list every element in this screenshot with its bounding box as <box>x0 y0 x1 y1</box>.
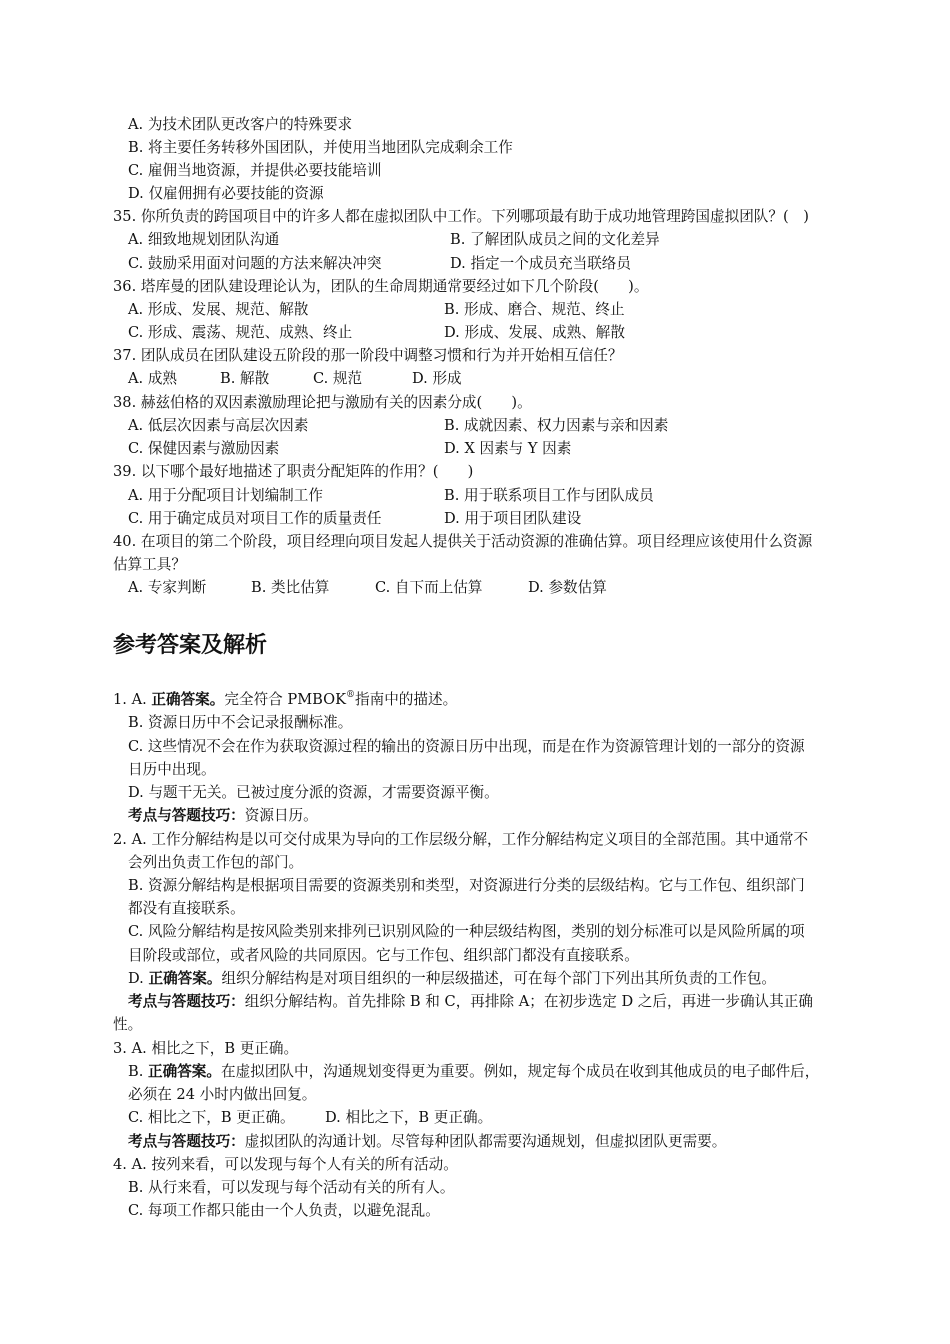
q37-option-a: A. 成熟 <box>128 370 178 387</box>
q37-option-b: B. 解散 <box>220 370 270 387</box>
answer-1-tip: 考点与答题技巧：资源日历。 <box>128 807 318 824</box>
q38-option-c: C. 保健因素与激励因素 <box>128 440 280 457</box>
correct-label: 正确答案。 <box>148 1063 221 1080</box>
q37-option-d: D. 形成 <box>412 370 462 387</box>
q39-option-c: C. 用于确定成员对项目工作的质量责任 <box>128 510 382 527</box>
answer-4-c: C. 每项工作都只能由一个人负责，以避免混乱。 <box>128 1202 440 1219</box>
q37-stem: 37. 团队成员在团队建设五阶段的那一阶段中调整习惯和行为并开始相互信任？ <box>113 347 623 364</box>
answer-1-c-line2: 日历中出现。 <box>128 761 216 778</box>
q38-option-b: B. 成就因素、权力因素与亲和因素 <box>444 417 669 434</box>
q35-option-b: B. 了解团队成员之间的文化差异 <box>450 231 660 248</box>
correct-label: 正确答案。 <box>148 970 222 987</box>
q40-option-a: A. 专家判断 <box>128 579 207 596</box>
answer-3-b: B. 正确答案。在虚拟团队中，沟通规划变得更为重要。例如，规定每个成员在收到其他成员的电子邮件后， <box>128 1063 820 1080</box>
answer-3-b-line2: 必须在 24 小时内做出回复。 <box>128 1086 317 1103</box>
q34-option-d: D. 仅雇佣拥有必要技能的资源 <box>128 185 324 202</box>
q39-option-a: A. 用于分配项目计划编制工作 <box>128 487 323 504</box>
q40-option-c: C. 自下而上估算 <box>375 579 483 596</box>
answer-1-b: B. 资源日历中不会记录报酬标准。 <box>128 714 353 731</box>
answer-3-a: 3. A. 相比之下，B 更正确。 <box>113 1040 299 1057</box>
q40-stem-line2: 估算工具？ <box>113 556 186 573</box>
q36-stem: 36. 塔库曼的团队建设理论认为，团队的生命周期通常要经过如下几个阶段( )。 <box>113 278 649 295</box>
answer-2-c-line2: 目阶段或部位，或者风险的共同原因。它与工作包、组织部门都没有直接联系。 <box>128 947 639 964</box>
answer-2-c-line1: C. 风险分解结构是按风险类别来排列已识别风险的一种层级结构图，类别的划分标准可以是风险所属的项 <box>128 923 805 940</box>
q34-option-c: C. 雇佣当地资源，并提供必要技能培训 <box>128 162 382 179</box>
answer-4-a: 4. A. 按列来看，可以发现与每个人有关的所有活动。 <box>113 1156 458 1173</box>
answer-1-c-line1: C. 这些情况不会在作为获取资源过程的输出的资源日历中出现，而是在作为资源管理计划的一部分的资源 <box>128 738 805 755</box>
q38-option-d: D. X 因素与 Y 因素 <box>444 440 572 457</box>
q39-option-b: B. 用于联系项目工作与团队成员 <box>444 487 654 504</box>
answer-2-a-line1: 2. A. 工作分解结构是以可交付成果为导向的工作层级分解，工作分解结构定义项目的全部范围。其中通常不 <box>113 831 809 848</box>
q35-option-c: C. 鼓励采用面对问题的方法来解决冲突 <box>128 255 382 272</box>
answer-2-a-line2: 会列出负责工作包的部门。 <box>128 854 304 871</box>
tip-label: 考点与答题技巧： <box>128 1133 245 1150</box>
q40-stem-line1: 40. 在项目的第二个阶段，项目经理向项目发起人提供关于活动资源的准确估算。项目经理应该使用什么资源 <box>113 533 813 550</box>
tip-label: 考点与答题技巧： <box>128 993 245 1010</box>
answer-1-a: 1. A. 正确答案。完全符合 PMBOK®指南中的描述。 <box>113 690 458 708</box>
q40-option-d: D. 参数估算 <box>528 579 607 596</box>
q37-option-c: C. 规范 <box>313 370 363 387</box>
answer-2-b-line2: 都没有直接联系。 <box>128 900 245 917</box>
q39-option-d: D. 用于项目团队建设 <box>444 510 582 527</box>
answer-4-b: B. 从行来看，可以发现与每个活动有关的所有人。 <box>128 1179 455 1196</box>
answer-1-d: D. 与题干无关。已被过度分派的资源，才需要资源平衡。 <box>128 784 499 801</box>
q36-option-b: B. 形成、磨合、规范、终止 <box>444 301 625 318</box>
q39-stem: 39. 以下哪个最好地描述了职责分配矩阵的作用？( ) <box>113 463 474 480</box>
answer-2-b-line1: B. 资源分解结构是根据项目需要的资源类别和类型，对资源进行分类的层级结构。它与工作包、组织部门 <box>128 877 805 894</box>
answer-2-tip: 考点与答题技巧：组织分解结构。首先排除 B 和 C，再排除 A；在初步选定 D 之后，再进一步确认其正确 <box>128 993 813 1010</box>
answer-3-c: C. 相比之下，B 更正确。 <box>128 1109 295 1126</box>
answer-2-tip-line2: 性。 <box>113 1016 143 1033</box>
tip-label: 考点与答题技巧： <box>128 807 245 824</box>
answer-3-d: D. 相比之下，B 更正确。 <box>325 1109 493 1126</box>
answer-3-tip: 考点与答题技巧：虚拟团队的沟通计划。尽管每种团队都需要沟通规划，但虚拟团队更需要。 <box>128 1133 727 1150</box>
q35-stem: 35. 你所负责的跨国项目中的许多人都在虚拟团队中工作。下列哪项最有助于成功地管理跨国虚拟团队？( ) <box>113 208 809 225</box>
q34-option-b: B. 将主要任务转移外国团队，并使用当地团队完成剩余工作 <box>128 139 513 156</box>
answer-2-d: D. 正确答案。组织分解结构是对项目组织的一种层级描述，可在每个部门下列出其所负责的工作包。 <box>128 970 777 987</box>
q38-stem: 38. 赫兹伯格的双因素激励理论把与激励有关的因素分成( )。 <box>113 394 532 411</box>
q40-option-b: B. 类比估算 <box>251 579 330 596</box>
q36-option-c: C. 形成、震荡、规范、成熟、终止 <box>128 324 353 341</box>
q35-option-a: A. 细致地规划团队沟通 <box>128 231 280 248</box>
answers-heading: 参考答案及解析 <box>113 633 268 658</box>
q34-option-a: A. 为技术团队更改客户的特殊要求 <box>128 116 353 133</box>
q36-option-d: D. 形成、发展、成熟、解散 <box>444 324 625 341</box>
q35-option-d: D. 指定一个成员充当联络员 <box>450 255 631 272</box>
q38-option-a: A. 低层次因素与高层次因素 <box>128 417 309 434</box>
correct-label: 正确答案。 <box>151 691 225 708</box>
q36-option-a: A. 形成、发展、规范、解散 <box>128 301 309 318</box>
